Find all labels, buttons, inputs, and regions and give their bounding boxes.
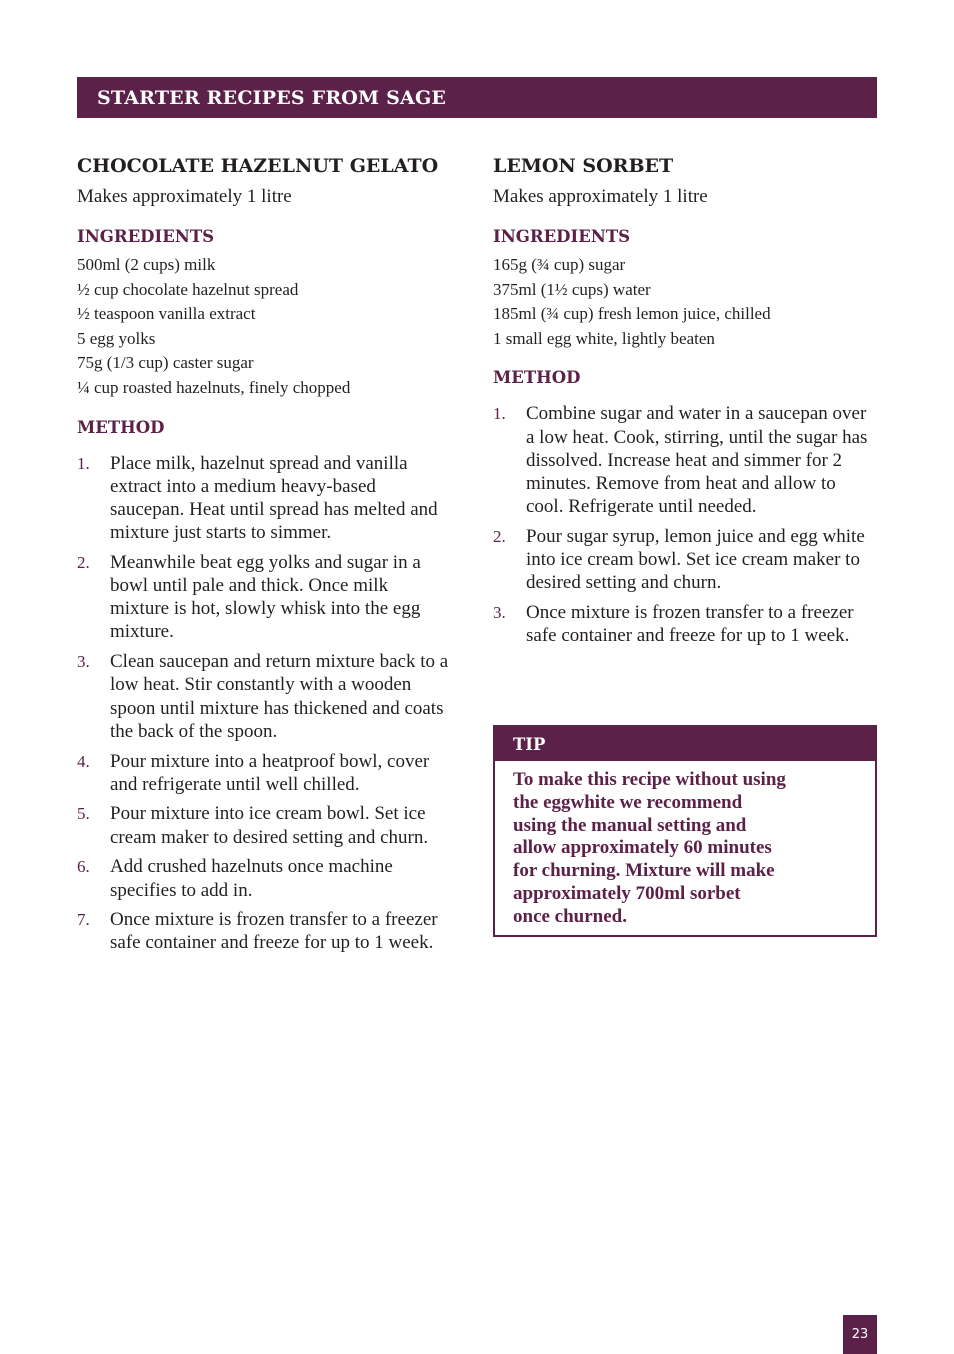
ingredients-list xyxy=(77,253,449,401)
recipe-yield: Makes approximately 1 litre xyxy=(493,186,708,207)
recipe-yield: Makes approximately 1 litre xyxy=(77,186,292,207)
step-text: Combine sugar and water in a saucepan over a low heat. Cook, stirring, until the sugar has dissolved. Increase heat and simmer for 2 minutes. Remove from heat and allow to cool. Refrigerate until needed. xyxy=(526,403,868,518)
tip-text: To make this recipe without using the eggwhite we recommend using the manual setting and allow approximately 60 minutes for churning. Mixture will make approximately 700ml sorbet once churned. xyxy=(513,769,786,927)
ingredient-item: ¼ cup roasted hazelnuts, finely chopped xyxy=(77,377,351,397)
method-step xyxy=(493,402,877,518)
method-step xyxy=(77,650,449,743)
recipe-lemon-sorbet xyxy=(493,150,877,654)
ingredient-item: 1 small egg white, lightly beaten xyxy=(493,328,715,348)
recipe-chocolate-hazelnut-gelato xyxy=(77,150,449,961)
step-text: Once mixture is frozen transfer to a freezer safe container and freeze for up to 1 week. xyxy=(526,602,854,647)
ingredient-item: 500ml (2 cups) milk xyxy=(77,255,216,274)
step-number: 4. xyxy=(77,751,90,771)
step-text: Meanwhile beat egg yolks and sugar in a bowl until pale and thick. Once milk mixture is hot, slowly whisk into the egg mixture. xyxy=(110,551,421,643)
method-step xyxy=(77,908,449,954)
tip-box xyxy=(493,725,877,937)
step-text: Place milk, hazelnut spread and vanilla extract into a medium heavy-based saucepan. Heat until spread has melted and mixture just starts to simmer. xyxy=(110,452,438,544)
page-number: 23 xyxy=(843,1315,877,1354)
method-step xyxy=(493,525,877,595)
method-step xyxy=(77,855,449,901)
step-number: 2. xyxy=(493,526,506,546)
step-text: Pour sugar syrup, lemon juice and egg white into ice cream bowl. Set ice cream maker to desired setting and churn. xyxy=(526,525,865,594)
ingredient-item: ½ teaspoon vanilla extract xyxy=(77,304,256,324)
ingredient-item: 75g (1/3 cup) caster sugar xyxy=(77,353,254,373)
page-banner: STARTER RECIPES FROM SAGE xyxy=(77,77,877,118)
method-step xyxy=(77,802,449,848)
ingredients-heading: INGREDIENTS xyxy=(493,227,631,246)
step-number: 6. xyxy=(77,857,90,877)
step-number: 2. xyxy=(77,552,90,572)
step-number: 3. xyxy=(493,603,506,622)
step-text: Add crushed hazelnuts once machine specifies to add in. xyxy=(110,856,393,901)
step-number: 3. xyxy=(77,652,90,672)
recipe-title: LEMON SORBET xyxy=(493,155,674,177)
method-steps xyxy=(493,402,877,647)
method-heading: METHOD xyxy=(77,417,165,437)
ingredient-item: 165g (¾ cup) sugar xyxy=(493,255,626,274)
step-number: 5. xyxy=(77,804,90,824)
ingredient-item: 185ml (¾ cup) fresh lemon juice, chilled xyxy=(493,304,771,324)
ingredients-list xyxy=(493,253,877,351)
step-text: Clean saucepan and return mixture back to a low heat. Stir constantly with a wooden spoon until mixture has thickened and coats the back of the spoon. xyxy=(110,651,449,742)
ingredient-item: 375ml (1½ cups) water xyxy=(493,279,651,299)
step-text: Once mixture is frozen transfer to a freezer safe container and freeze for up to 1 week. xyxy=(110,909,438,954)
method-step xyxy=(77,452,449,545)
ingredients-heading: INGREDIENTS xyxy=(77,227,215,246)
step-text: Pour mixture into a heatproof bowl, cover and refrigerate until well chilled. xyxy=(110,750,430,795)
method-step xyxy=(77,551,449,644)
recipe-title: CHOCOLATE HAZELNUT GELATO xyxy=(77,155,439,177)
step-text: Pour mixture into ice cream bowl. Set ice cream maker to desired setting and churn. xyxy=(110,803,429,848)
method-heading: METHOD xyxy=(493,368,581,388)
method-step xyxy=(77,750,449,796)
step-number: 7. xyxy=(77,910,90,930)
ingredient-item: ½ cup chocolate hazelnut spread xyxy=(77,279,299,299)
step-number: 1. xyxy=(77,453,90,473)
step-number: 1. xyxy=(493,404,506,424)
method-steps xyxy=(77,452,449,955)
tip-heading: TIP xyxy=(495,727,875,761)
method-step xyxy=(493,601,877,647)
ingredient-item: 5 egg yolks xyxy=(77,328,156,348)
